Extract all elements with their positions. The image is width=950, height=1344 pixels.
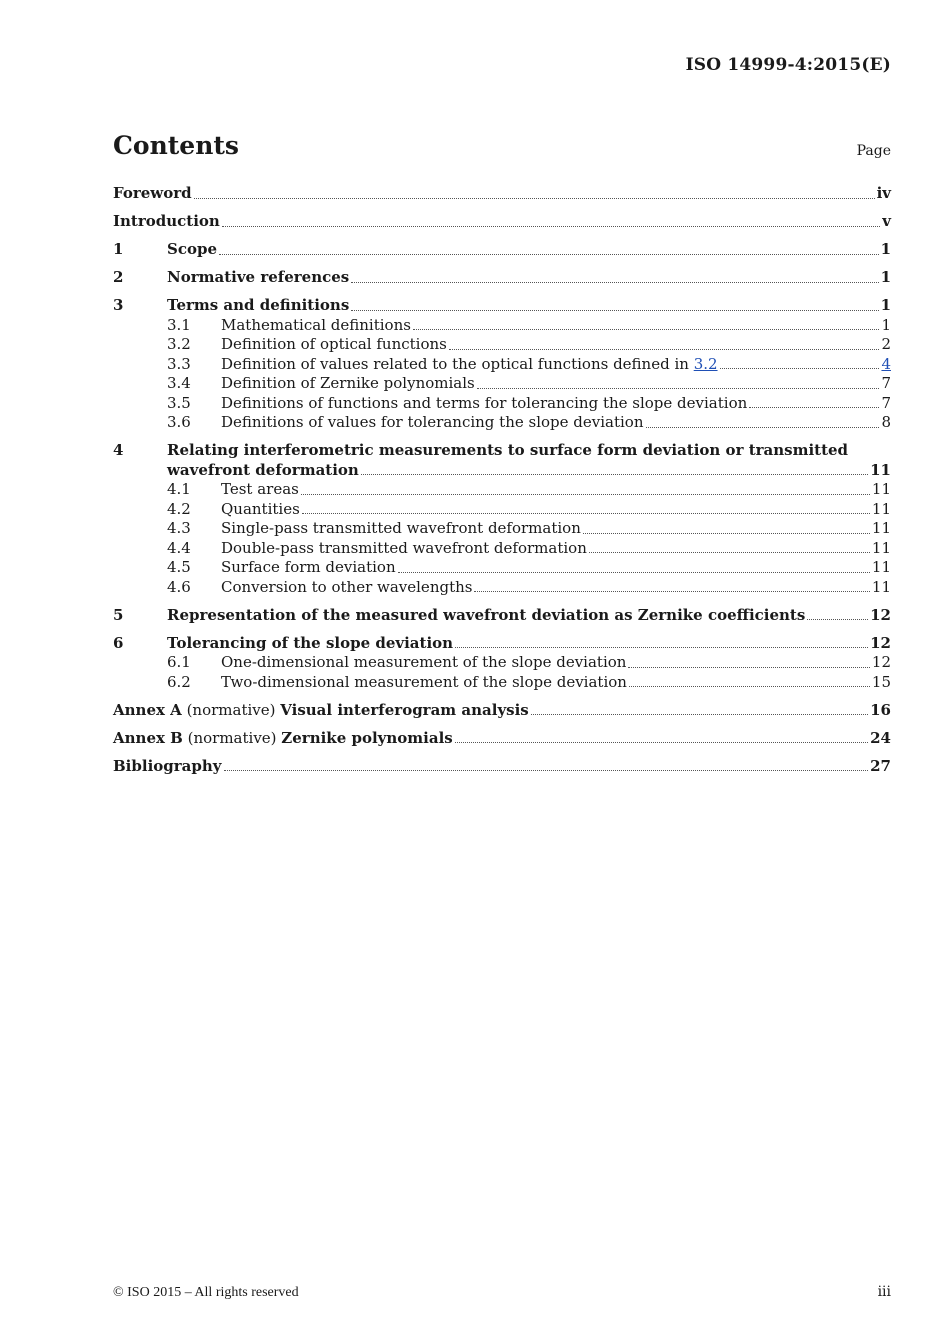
- toc-number: 4.3: [167, 519, 191, 537]
- toc-title-text: Definition of values related to the optical functions defined in: [221, 354, 694, 373]
- dot-leader: [222, 222, 880, 227]
- toc-subentry-4-3[interactable]: [113, 519, 891, 539]
- toc-number: 3.5: [167, 393, 191, 412]
- toc-entry-clause-4[interactable]: [113, 441, 891, 461]
- toc-page: 7: [881, 374, 891, 392]
- dot-leader: [531, 710, 868, 715]
- clause-link[interactable]: 3.2: [693, 354, 718, 373]
- annex-type: (normative): [181, 700, 281, 719]
- dot-leader: [351, 278, 878, 283]
- page-column-label: Page: [856, 143, 891, 159]
- toc-title: Introduction: [113, 212, 220, 230]
- toc-page: 1: [880, 268, 891, 286]
- dot-leader: [351, 306, 878, 311]
- toc-entry-clause-4-continued[interactable]: [113, 461, 891, 481]
- toc-page: 11: [871, 558, 891, 576]
- dot-leader: [477, 384, 880, 389]
- toc-title-line2: wavefront deformation: [167, 460, 359, 479]
- toc-page: iv: [876, 184, 891, 202]
- dot-leader: [398, 568, 870, 573]
- toc-page: 8: [881, 413, 891, 431]
- toc-number: 6: [113, 633, 124, 652]
- dot-leader: [224, 766, 869, 771]
- toc-title: One-dimensional measurement of the slope deviation: [221, 653, 627, 671]
- toc-number: 4.5: [167, 558, 191, 576]
- dot-leader: [583, 529, 870, 534]
- toc-number: 4: [113, 441, 124, 459]
- toc-entry-clause-6[interactable]: [113, 634, 891, 654]
- annex-type: (normative): [182, 728, 282, 747]
- toc-title: Terms and definitions: [167, 296, 350, 314]
- copyright-notice: © ISO 2015 – All rights reserved: [113, 1285, 299, 1300]
- dot-leader: [749, 403, 879, 408]
- dot-leader: [455, 738, 868, 743]
- toc-title: Quantities: [221, 499, 300, 518]
- toc-page: 2: [881, 335, 891, 353]
- toc-number: 1: [113, 240, 124, 258]
- dot-leader: [194, 194, 875, 199]
- toc-title: Surface form deviation: [221, 558, 396, 576]
- toc-page: 11: [870, 460, 891, 479]
- toc-page: 16: [870, 700, 891, 719]
- page-number: iii: [877, 1284, 891, 1300]
- annex-title: Zernike polynomials: [281, 728, 453, 747]
- toc-subentry-3-2[interactable]: [113, 335, 891, 355]
- toc-title: Foreword: [113, 184, 192, 202]
- toc-number: 3: [113, 296, 124, 314]
- toc-title: Definition of optical functions: [221, 335, 447, 353]
- toc-subentry-6-1[interactable]: [113, 653, 891, 673]
- toc-title: Scope: [167, 240, 218, 258]
- toc-page: 24: [870, 728, 891, 747]
- toc-page: 11: [871, 577, 891, 596]
- toc-subentry-4-2[interactable]: [113, 500, 891, 520]
- toc-page-link[interactable]: 4: [881, 354, 891, 373]
- toc-page: 12: [871, 653, 891, 671]
- toc-page: 15: [871, 672, 891, 691]
- toc-title: Two-dimensional measurement of the slope deviation: [221, 672, 627, 691]
- toc-title-line1: Relating interferometric measurements to surface form deviation or transmitted: [167, 441, 849, 459]
- toc-number: 3.1: [167, 315, 191, 334]
- dot-leader: [449, 345, 880, 350]
- dot-leader: [720, 364, 880, 369]
- toc-subentry-4-5[interactable]: [113, 558, 891, 578]
- dot-leader: [301, 490, 870, 495]
- toc-page: 12: [870, 633, 891, 652]
- dot-leader: [807, 615, 868, 620]
- toc-title: Definitions of values for tolerancing the slope deviation: [221, 413, 644, 431]
- toc-subentry-4-1[interactable]: [113, 480, 891, 500]
- toc-subentry-4-6[interactable]: [113, 578, 891, 598]
- toc-title: Normative references: [167, 268, 350, 286]
- toc-number: 4.6: [167, 577, 191, 596]
- toc-title: [221, 355, 718, 375]
- toc-subentry-3-6[interactable]: [113, 413, 891, 433]
- toc-entry-annex-a[interactable]: [113, 701, 891, 721]
- toc-number: 3.4: [167, 374, 191, 392]
- toc-title: Tolerancing of the slope deviation: [167, 633, 454, 652]
- dot-leader: [474, 587, 869, 592]
- toc-title: Single-pass transmitted wavefront deformation: [221, 519, 581, 537]
- toc-number: 4.1: [167, 480, 191, 498]
- toc-title: [113, 729, 453, 749]
- toc-number: 3.3: [167, 354, 191, 373]
- toc-title: Bibliography: [113, 756, 222, 775]
- toc-page: 27: [870, 756, 891, 775]
- dot-leader: [455, 643, 868, 648]
- dot-leader: [628, 663, 869, 668]
- toc-subentry-4-4[interactable]: [113, 539, 891, 559]
- toc-entry-bibliography[interactable]: [113, 757, 891, 777]
- toc-title: [113, 701, 529, 721]
- toc-number: 5: [113, 605, 124, 624]
- toc-number: 6.2: [167, 672, 191, 691]
- toc-page: v: [882, 212, 891, 230]
- toc-page: 11: [871, 480, 891, 498]
- toc-page: 1: [880, 240, 891, 258]
- toc-entry-clause-1[interactable]: [113, 240, 891, 260]
- dot-leader: [302, 509, 870, 514]
- toc-title: Conversion to other wavelengths: [221, 577, 473, 596]
- toc-number: 4.2: [167, 499, 191, 518]
- toc-number: 4.4: [167, 538, 191, 557]
- toc-entry-clause-2[interactable]: [113, 268, 891, 288]
- toc-subentry-3-5[interactable]: [113, 394, 891, 414]
- toc-page: 1: [881, 315, 891, 334]
- toc-page: 12: [870, 605, 891, 624]
- toc-page: 11: [871, 538, 891, 557]
- dot-leader: [413, 325, 880, 330]
- toc-subentry-3-1[interactable]: [113, 316, 891, 336]
- toc-title: Test areas: [221, 480, 299, 498]
- toc-title: Representation of the measured wavefront deviation as Zernike coefficients: [167, 605, 806, 624]
- toc-subentry-6-2[interactable]: [113, 673, 891, 693]
- toc-title: Mathematical definitions: [221, 315, 411, 334]
- dot-leader: [219, 250, 879, 255]
- toc-entry-clause-5[interactable]: [113, 606, 891, 626]
- toc-number: 3.2: [167, 335, 191, 353]
- toc-title: Definitions of functions and terms for tolerancing the slope deviation: [221, 393, 748, 412]
- toc-entry-introduction[interactable]: [113, 212, 891, 232]
- toc-page: 11: [871, 499, 891, 518]
- toc-number: 6.1: [167, 653, 191, 671]
- toc-title: Double-pass transmitted wavefront deformation: [221, 538, 587, 557]
- toc-subentry-3-4[interactable]: [113, 374, 891, 394]
- toc-page: 11: [871, 519, 891, 537]
- document-id: ISO 14999-4:2015(E): [685, 55, 891, 75]
- dot-leader: [589, 548, 870, 553]
- annex-title: Visual interferogram analysis: [280, 700, 529, 719]
- toc-page: 7: [881, 393, 891, 412]
- annex-label: Annex A: [113, 700, 182, 719]
- toc-title: Definition of Zernike polynomials: [221, 374, 475, 392]
- table-of-contents: [113, 184, 891, 776]
- dot-leader: [646, 423, 880, 428]
- dot-leader: [629, 682, 870, 687]
- toc-entry-clause-3[interactable]: [113, 296, 891, 316]
- toc-page: 1: [880, 296, 891, 314]
- toc-subentry-3-3[interactable]: [113, 355, 891, 375]
- dot-leader: [361, 470, 868, 475]
- toc-number: 2: [113, 268, 124, 286]
- toc-entry-foreword[interactable]: [113, 184, 891, 204]
- contents-heading: Contents: [113, 131, 240, 160]
- toc-entry-annex-b[interactable]: [113, 729, 891, 749]
- toc-number: 3.6: [167, 413, 191, 431]
- annex-label: Annex B: [113, 728, 183, 747]
